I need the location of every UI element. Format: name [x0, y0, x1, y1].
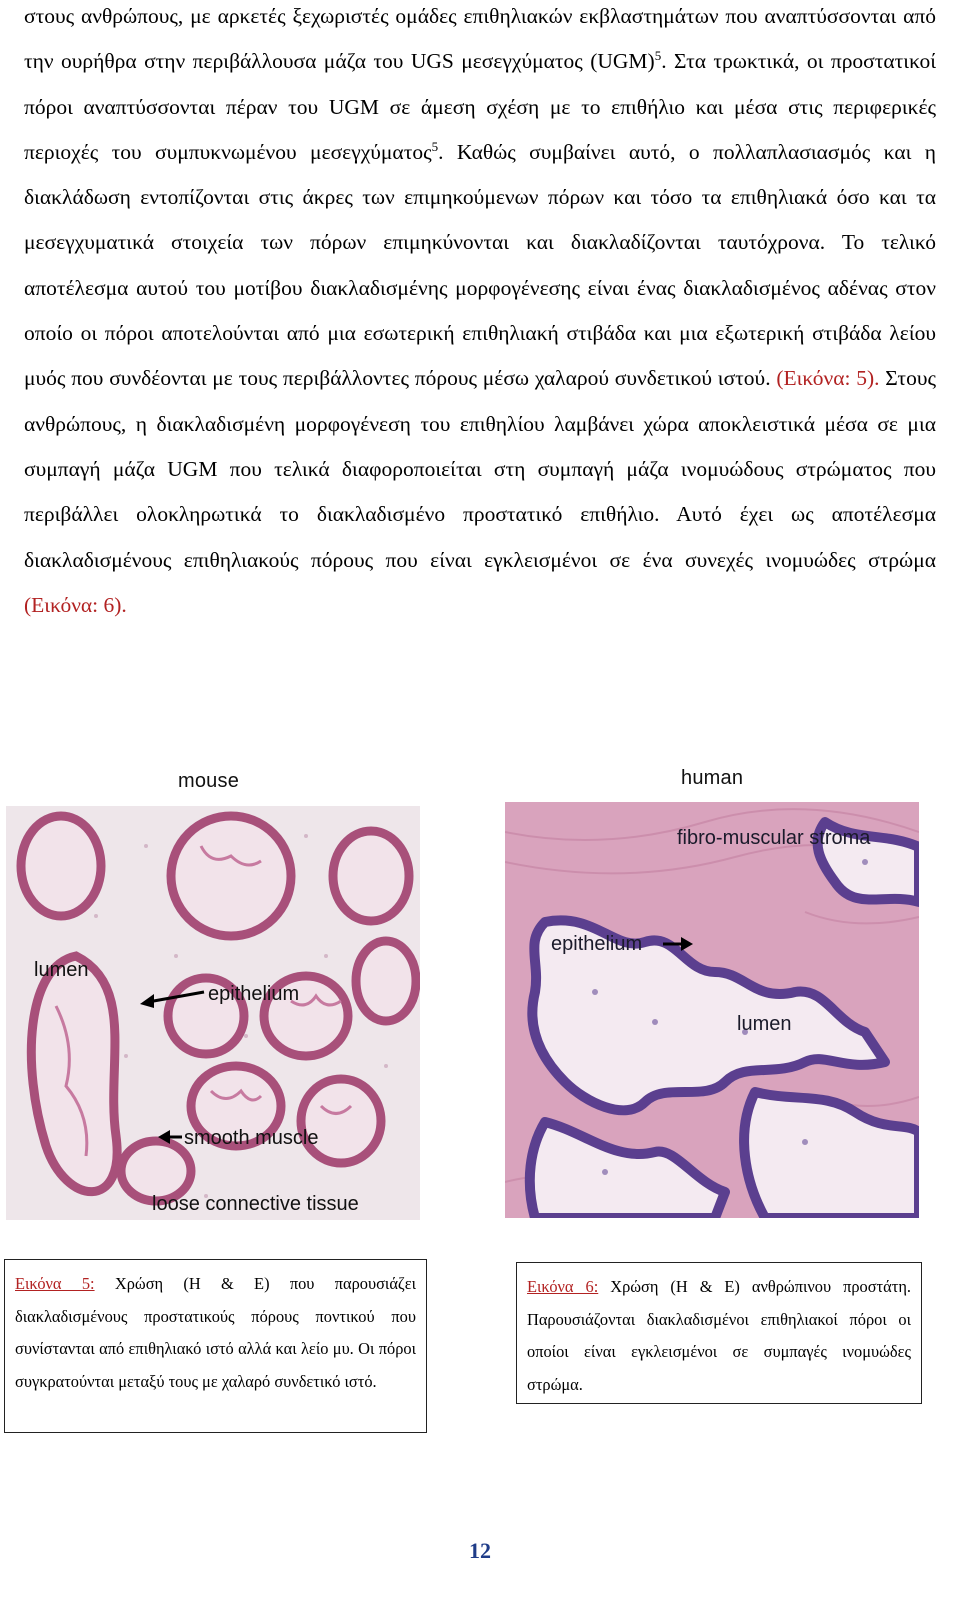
- figure-5-caption: [4, 1259, 427, 1433]
- body-paragraph: [24, 0, 936, 628]
- body-text-1: στους ανθρώπους, με αρκετές ξεχωριστές ομάδες επιθηλιακών εκβλαστημάτων που αναπτύσσονται από την ουρήθρα στην περιβάλλουσα μάζα του UGS μεσεγχύματος (UGM): [24, 4, 936, 74]
- citation-2: 5: [431, 138, 439, 154]
- page-number: 12: [469, 1538, 491, 1563]
- figure-5-caption-text: Χρώση (H & E) που παρουσιάζει διακλαδισμένους προστατικούς πόρους ποντικού που συνίστανται από επιθηλιακό ιστό αλλά και λείο μυ. Οι πόροι συγκρατούνται μεταξύ τους με χαλαρό συνδετικό ιστό.: [15, 1274, 416, 1391]
- body-text-4: Στους ανθρώπους, η διακλαδισμένη μορφογένεση του επιθηλίου λαμβάνει χώρα αποκλειστικά μέσα σε μια συμπαγή μάζα UGM που τελικά διαφοροποιείται στη συμπαγή μάζα ινομυώδους στρώματος που περιβάλλει ολοκληρωτικά το διακλαδισμένο προστατικό επιθήλιο. Αυτό έχει ως αποτέλεσμα διακλαδισμένους επιθηλιακούς πόρους που είναι εγκλεισμένοι σε ένα συνεχές ινομυώδες στρώμα: [24, 366, 936, 572]
- mouse-lumen-label: lumen: [34, 959, 89, 981]
- human-figure-title: human: [681, 767, 744, 789]
- human-epithelium-label: epithelium: [551, 933, 643, 955]
- citation-1: 5: [654, 48, 662, 64]
- mouse-smooth-muscle-label: smooth muscle: [184, 1127, 319, 1149]
- mouse-histology-image: [6, 806, 420, 1220]
- human-histology-image: [505, 802, 919, 1218]
- mouse-figure-title: mouse: [178, 770, 240, 792]
- mouse-epithelium-label: epithelium: [208, 983, 300, 1005]
- figure-6-caption-label: Εικόνα 6:: [527, 1277, 599, 1296]
- figure-6-reference[interactable]: (Εικόνα: 6).: [24, 592, 127, 617]
- body-text-3: . Καθώς συμβαίνει αυτό, ο πολλαπλασιασμός και η διακλάδωση εντοπίζονται στις άκρες των επιμηκούμενων πόρων και τόσο τα επιθηλιακά όσο και τα μεσεγχυματικά στοιχεία των πόρων επιμηκύνονται και διακλαδίζονται ταυτόχρονα. Το τελικό αποτέλεσμα αυτού του μοτίβου διακλαδισμένης μορφογένεσης είναι ένας διακλαδισμένος αδένας στον οποίο οι πόροι αποτελούνται από μια εσωτερική επιθηλιακή στιβάδα και μια εξωτερική στιβάδα λείου μυός που συνδέονται με τους περιβάλλοντες πόρους μέσω χαλαρού συνδετικού ιστού.: [24, 139, 936, 391]
- figure-5-reference[interactable]: (Εικόνα: 5).: [776, 366, 880, 391]
- figure-5-caption-label: Εικόνα 5:: [15, 1274, 95, 1293]
- human-lumen-label: lumen: [737, 1013, 792, 1035]
- figure-6-caption-text: Χρώση (H & E) ανθρώπινου προστάτη. Παρουσιάζονται διακλαδισμένοι επιθηλιακοί πόροι οι οποίοι είναι εγκλεισμένοι σε συμπαγές ινομυώδες στρώμα.: [527, 1277, 911, 1394]
- mouse-loose-connective-label: loose connective tissue: [152, 1193, 359, 1215]
- body-text-2: . Στα τρωκτικά, οι προστατικοί πόροι αναπτύσσονται πέραν του UGM σε άμεση σχέση με το επιθήλιο και μέσα στις περιφερικές περιοχές του συμπυκνωμένου μεσεγχύματος: [24, 49, 936, 164]
- human-stroma-label: fibro-muscular stroma: [677, 827, 871, 849]
- figure-6-caption: [516, 1262, 922, 1404]
